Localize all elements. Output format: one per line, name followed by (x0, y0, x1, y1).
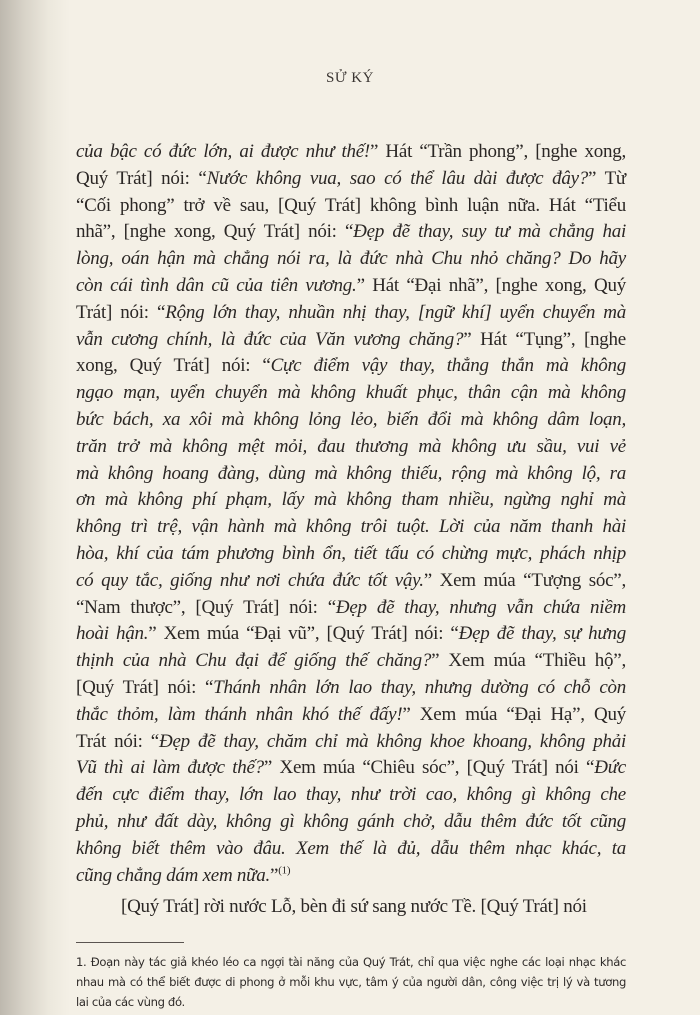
page-gutter-shadow (0, 0, 70, 1015)
text-line (76, 675, 626, 702)
narration: ” Từ (588, 167, 626, 189)
text-line (76, 327, 626, 354)
text-line (76, 702, 626, 729)
quoted-speech: có quy tắc, giống như nơi chứa đức tốt vậy. (76, 569, 424, 591)
text-line (76, 541, 626, 568)
narration: ” Hát “Tụng”, [nghe (463, 328, 626, 350)
narration: ” Xem múa “Thiều hộ”, (431, 650, 626, 672)
quoted-speech: phủ, như đất dày, không gì không gánh chở, dẫu thêm đức tốt cũng (76, 810, 626, 832)
text-line (76, 595, 626, 622)
narration: ” Hát “Trần phong”, [nghe xong, (369, 141, 626, 162)
narration: ” Hát “Đại nhã”, [nghe xong, Quý (356, 274, 626, 296)
body-text (76, 139, 626, 921)
narration: ” Xem múa “Chiêu sóc”, [Quý Trát] nói “ (263, 757, 595, 779)
paragraph-start: [Quý Trát] rời nước Lỗ, bèn đi sứ sang nước Tề. [Quý Trát] nói (121, 896, 587, 918)
text-line (76, 219, 626, 246)
text-line (76, 809, 626, 836)
quoted-speech: Đẹp đẽ thay, nhưng vẫn chứa niềm (335, 596, 626, 618)
quoted-speech: trăn trở mà không mệt mỏi, đau thương mà không ưu sầu, vui vẻ (76, 435, 626, 457)
text-line (76, 461, 626, 488)
narration: ” Xem múa “Đại vũ”, [Quý Trát] nói: “ (148, 623, 459, 645)
text-line (76, 166, 626, 193)
narration: ” Xem múa “Tượng sóc”, (423, 569, 626, 591)
footnote-line: 1. Đoạn này tác giả khéo léo ca ngợi tài năng của Quý Trát, chỉ qua việc nghe các loại nhạc khác (76, 955, 626, 969)
text-line (76, 487, 626, 514)
text-line (76, 193, 626, 220)
narration: “Nam thược”, [Quý Trát] nói: “ (76, 596, 336, 618)
text-line (76, 514, 626, 541)
text-line (76, 836, 626, 863)
text-line (76, 246, 626, 273)
quoted-speech: Đức (594, 757, 626, 779)
footnote-line: lai của các vùng đó. (76, 995, 185, 1009)
narration: xong, Quý Trát] nói: “ (76, 355, 271, 377)
quoted-speech: thắc thỏm, làm thánh nhân khó thế đấy! (76, 703, 403, 725)
quoted-speech: Nước không vua, sao có thể lâu dài được đây? (206, 167, 589, 189)
text-line (76, 621, 626, 648)
quoted-speech: Đẹp đẽ thay, suy tư mà chẳng hai (353, 221, 626, 243)
text-line (76, 353, 626, 380)
text-line (76, 380, 626, 407)
text-line (76, 729, 626, 756)
quoted-speech: Thánh nhân lớn lao thay, nhưng dường có chỗ còn (213, 676, 627, 698)
quoted-speech: còn cái tình dân cũ của tiên vương. (76, 274, 357, 296)
narration: Trát nói: “ (76, 730, 159, 752)
footnote-line: nhau mà có thể biết được di phong ở mỗi khu vực, tâm ý của người dân, công việc trị lý và tương (76, 975, 626, 989)
quoted-speech: đến cực điểm thay, lớn lao thay, như trời cao, không gì không che (76, 784, 626, 806)
narration: ” Xem múa “Đại Hạ”, Quý (402, 703, 626, 725)
text-line (76, 407, 626, 434)
quoted-speech: không trì trệ, vận hành mà không trôi tuột. Lời của năm thanh hài (76, 516, 626, 538)
quoted-speech: cũng chẳng dám xem nữa. (76, 864, 271, 886)
quoted-speech: không biết thêm vào đâu. Xem thế là đủ, dẫu thêm nhạc khác, ta (76, 837, 626, 859)
narration: Quý Trát] nói: “ (76, 167, 207, 189)
footnote-reference: (1) (278, 864, 291, 877)
quoted-speech: hoài hận. (76, 623, 149, 645)
text-line (76, 300, 626, 327)
quoted-speech: thịnh của nhà Chu đại để giống thế chăng? (76, 650, 432, 672)
text-line (76, 139, 626, 166)
quoted-speech: Cực điểm vậy thay, thẳng thắn mà không (270, 355, 626, 377)
quoted-speech: ngạo mạn, uyển chuyển mà không khuất phục, thân cận mà không (76, 382, 626, 404)
narration: “Cối phong” trở về sau, [Quý Trát] không bình luận nữa. Hát “Tiểu (76, 194, 626, 216)
text-line (76, 755, 626, 782)
footnote-divider (76, 942, 184, 943)
running-header: SỬ KÝ (326, 70, 374, 86)
text-line (76, 273, 626, 300)
quoted-speech: mà không hoang đàng, dùng mà không thiếu, rộng mà không lộ, ra (76, 462, 626, 484)
narration: ” (270, 864, 279, 886)
narration: nhã”, [nghe xong, Quý Trát] nói: “ (76, 221, 354, 243)
narration: [Quý Trát] nói: “ (76, 676, 214, 698)
quoted-speech: ơn mà không phí phạm, lấy mà không tham nhiều, ngừng nghỉ mà (76, 489, 626, 511)
text-line (76, 434, 626, 461)
text-line (76, 863, 626, 890)
quoted-speech: Rộng lớn thay, nhuần nhị thay, [ngữ khí] uyển chuyển mà (165, 301, 627, 323)
text-line (76, 648, 626, 675)
quoted-speech: lòng, oán hận mà chẳng nói ra, là đức nhà Chu nhỏ chăng? Do hãy (76, 248, 626, 270)
quoted-speech: của bậc có đức lớn, ai được như thế! (76, 141, 370, 162)
quoted-speech: hòa, khí của tám phương bình ổn, tiết tấu có chừng mực, phách nhịp (76, 542, 626, 564)
quoted-speech: vẫn cương chính, là đức của Văn vương chăng? (76, 328, 464, 350)
narration: Trát] nói: “ (76, 301, 166, 323)
text-line (76, 568, 626, 595)
footnote (76, 952, 626, 1012)
quoted-speech: Đẹp đẽ thay, chăm chỉ mà không khoe khoang, không phải (158, 730, 626, 752)
quoted-speech: Đẹp đẽ thay, sự hưng (458, 623, 626, 645)
quoted-speech: bức bách, xa xôi mà không lỏng lẻo, biến đổi mà không dâm loạn, (76, 408, 626, 430)
quoted-speech: Vũ thì ai làm được thế? (76, 757, 264, 779)
text-line (76, 782, 626, 809)
